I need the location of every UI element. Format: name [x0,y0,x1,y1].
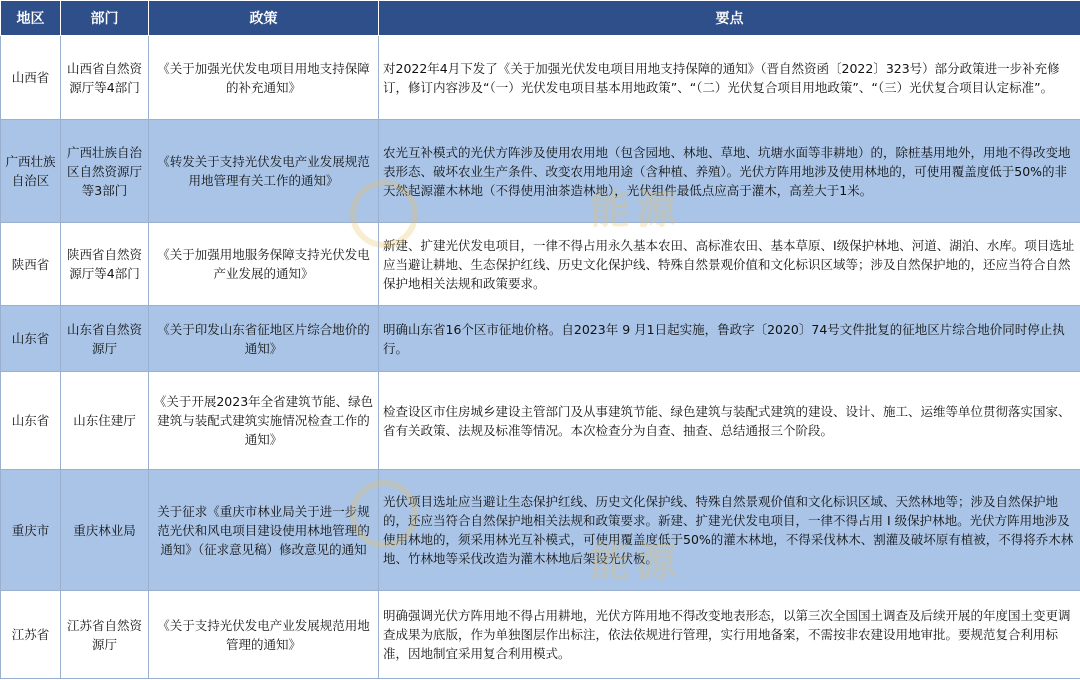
header-points[interactable]: 要点 [379,1,1080,36]
header-region[interactable]: 地区 [1,1,61,36]
cell-dept: 山西省自然资源厅等4部门 [61,36,149,120]
cell-points: 新建、扩建光伏发电项目，一律不得占用永久基本农田、高标准农田、基本草原、I级保护林地、河道、湖泊、水库。项目选址应当避让耕地、生态保护红线、历史文化保护线、特殊自然景观价值和文化标识区域等；涉及自然保护地的，还应当符合自然保护地相关法规和政策要求。 [379,223,1080,306]
cell-dept: 广西壮族自治区自然资源厅等3部门 [61,120,149,223]
cell-points: 检查设区市住房城乡建设主管部门及从事建筑节能、绿色建筑与装配式建筑的建设、设计、施工、运维等单位贯彻落实国家、省有关政策、法规及标准等情况。本次检查分为自查、抽查、总结通报三个阶段。 [379,372,1080,470]
cell-region: 重庆市 [1,470,61,591]
cell-points: 农光互补模式的光伏方阵涉及使用农用地（包含园地、林地、草地、坑塘水面等非耕地）的，除桩基用地外，用地不得改变地表形态、破坏农业生产条件、改变农用地用途（含种植、养殖）。光伏方阵用地涉及使用林地的，可使用覆盖度低于50%的非天然起源灌木林地（不得使用油茶造林地），光伏组件最低点应高于灌木，高差大于1米。 [379,120,1080,223]
cell-dept: 重庆林业局 [61,470,149,591]
watermark-text: 能源 [590,187,682,233]
table-row [1,223,1080,306]
cell-policy: 《关于支持光伏发电产业发展规范用地管理的通知》 [149,591,379,679]
cell-policy: 《关于开展2023年全省建筑节能、绿色建筑与装配式建筑实施情况检查工作的通知》 [149,372,379,470]
header-dept[interactable]: 部门 [61,1,149,36]
table-row [1,470,1080,591]
table-row [1,306,1080,372]
table-row [1,36,1080,120]
watermark-text: 能源 [590,539,682,585]
cell-points: 对2022年4月下发了《关于加强光伏发电项目用地支持保障的通知》（晋自然资函〔2022〕323号）部分政策进一步补充修订，修订内容涉及“（一）光伏发电项目基本用地政策”、“（二）光伏复合项目用地政策”、“（三）光伏复合项目认定标准”。 [379,36,1080,120]
cell-policy: 《关于加强用地服务保障支持光伏发电产业发展的通知》 [149,223,379,306]
cell-dept: 山东省自然资源厅 [61,306,149,372]
table-row [1,120,1080,223]
cell-region: 陕西省 [1,223,61,306]
cell-points: 光伏项目选址应当避让生态保护红线、历史文化保护线、特殊自然景观价值和文化标识区域、天然林地等；涉及自然保护地的，还应当符合自然保护地相关法规和政策要求。新建、扩建光伏发电项目，一律不得占用 I 级保护林地。光伏方阵用地涉及使用林地的，须采用林光互补模式，可使用覆盖度低于50%的灌木林地，不得采伐林木、割灌及破坏原有植被，不得将乔木林地、竹林地等采伐改造为灌木林地后架设光伏板。 [379,470,1080,591]
cell-points: 明确强调光伏方阵用地不得占用耕地，光伏方阵用地不得改变地表形态，以第三次全国国土调查及后续开展的年度国土变更调查成果为底版，作为单独图层作出标注，依法依规进行管理，实行用地备案，不需按非农建设用地审批。要规范复合利用标准，因地制宜采用复合利用模式。 [379,591,1080,679]
cell-policy: 关于征求《重庆市林业局关于进一步规范光伏和风电项目建设使用林地管理的通知》（征求意见稿）修改意见的通知 [149,470,379,591]
table-row [1,372,1080,470]
cell-region: 广西壮族自治区 [1,120,61,223]
table-row [1,591,1080,679]
header-row [1,1,1080,36]
cell-region: 山西省 [1,36,61,120]
cell-region: 山东省 [1,372,61,470]
cell-dept: 陕西省自然资源厅等4部门 [61,223,149,306]
header-policy[interactable]: 政策 [149,1,379,36]
cell-points: 明确山东省16个区市征地价格。自2023年 9 月1日起实施，鲁政字〔2020〕74号文件批复的征地区片综合地价同时停止执行。 [379,306,1080,372]
cell-policy: 《关于加强光伏发电项目用地支持保障的补充通知》 [149,36,379,120]
cell-dept: 江苏省自然资源厅 [61,591,149,679]
cell-policy: 《关于印发山东省征地区片综合地价的通知》 [149,306,379,372]
cell-region: 山东省 [1,306,61,372]
cell-policy: 《转发关于支持光伏发电产业发展规范用地管理有关工作的通知》 [149,120,379,223]
cell-region: 江苏省 [1,591,61,679]
cell-dept: 山东住建厅 [61,372,149,470]
